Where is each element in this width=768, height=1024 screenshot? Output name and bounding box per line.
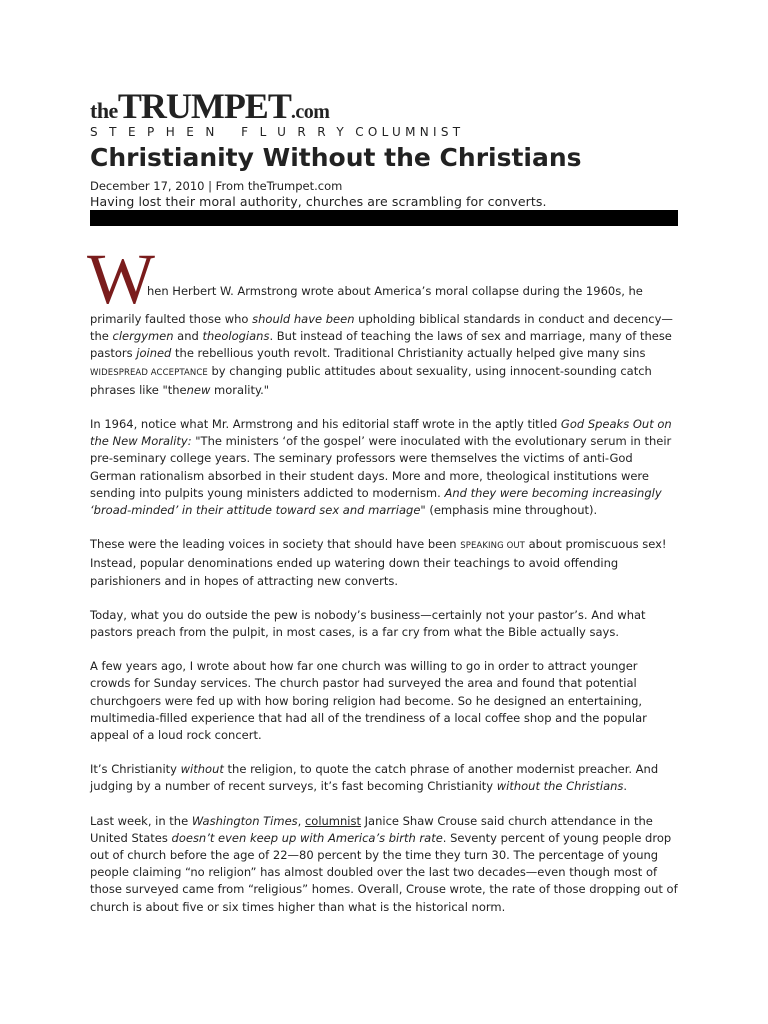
text: In 1964, notice what Mr. Armstrong and his editorial staff wrote in the aptly titled [90, 417, 561, 432]
paragraph-2 [90, 416, 680, 519]
text: It’s Christianity [90, 762, 181, 777]
first-line-text: hen Herbert W. Armstrong wrote about America’s moral collapse during the 1960s, he [147, 284, 643, 298]
text: morality." [210, 382, 270, 397]
paragraph-5: A few years ago, I wrote about how far one church was willing to go in order to attract younger crowds for Sunday services. The church pastor had surveyed the area and found that potential churchgoers were fed up with how boring religion had become. So he designed an entertaining, multimedia-filled experience that had all of the trendiness of a local coffee shop and the popular appeal of a loud rock concert. [90, 659, 647, 743]
text: . Seventy percent of young people drop out of church before the age of 22—80 percent by the time they turn 30. The percentage of young people claiming “no religion” has almost doubled over the last two decades—even though most of those surveyed came from “religious” homes. Overall, Crouse wrote, the rate of those dropping out of church is about five or six times higher than what is the historical norm. [90, 830, 678, 914]
paragraph-7 [90, 813, 680, 916]
text: upholding biblical standards in conduct and decency—the [90, 312, 673, 344]
small-caps-text: SPEAKING OUT [460, 541, 525, 552]
text: These were the leading voices in society that should have been [90, 537, 461, 552]
emphasis: without the Christians [496, 779, 624, 794]
paragraph-1 [90, 311, 680, 399]
header-divider-bar [90, 210, 678, 226]
small-caps-text: WIDESPREAD ACCEPTANCE [90, 367, 208, 378]
text: "The ministers ‘of the gospel’ were inoculated with the evolutionary serum in their pre-seminary college years. The seminary professors were themselves the victims of anti-God German rationalism absorbed in their student days. More and more, theological institutions were sending into pulpits young ministers addicted to modernism. [90, 434, 672, 500]
logo-the: the [90, 98, 118, 123]
logo-trumpet: TRUMPET [117, 86, 291, 126]
emphasis: clergymen [112, 329, 174, 344]
article-title: Christianity Without the Christians [90, 143, 582, 172]
site-logo[interactable] [90, 88, 329, 124]
book-title: God Speaks Out on the New Morality: [90, 417, 672, 449]
text: . [623, 779, 628, 794]
article-body [90, 311, 680, 933]
emphasis: new [186, 382, 211, 397]
author-byline [90, 125, 464, 139]
author-name[interactable]: STEPHEN FLURRY [90, 125, 356, 139]
text: the rebellious youth revolt. Traditional Christianity actually helped give many sins [171, 346, 646, 361]
publication-title: Washington Times [191, 813, 298, 828]
drop-cap: W [87, 239, 155, 319]
columnist-link[interactable]: columnist [304, 813, 361, 828]
text: , [297, 813, 305, 828]
text: the religion, to quote the catch phrase of another modernist preacher. And judging by a number of recent surveys, it’s fast becoming Christianity [90, 762, 659, 794]
emphasis: And they were becoming increasingly ‘broad-minded’ in their attitude toward sex and marriage [90, 485, 662, 518]
text: by changing public attitudes about sexuality, using innocent-sounding catch phrases like "the [90, 363, 652, 397]
text: Janice Shaw Crouse said church attendance in the United States [90, 813, 653, 845]
emphasis: joined [136, 346, 172, 361]
emphasis: without [180, 762, 224, 777]
text: . But instead of teaching the laws of sex and marriage, many of these pastors [90, 329, 672, 361]
emphasis: should have been [252, 312, 355, 326]
article-dateline: December 17, 2010 | From theTrumpet.com [90, 179, 343, 193]
text: Last week, in the [90, 813, 192, 828]
text: " (emphasis mine throughout). [420, 503, 598, 518]
paragraph-3 [90, 536, 680, 590]
text: about promiscuous sex! Instead, popular denominations ended up watering down their teachings to avoid offending parishioners and in hopes of attracting new converts. [90, 537, 667, 588]
paragraph-6 [90, 761, 680, 795]
article-dek: Having lost their moral authority, churches are scrambling for converts. [90, 194, 547, 209]
emphasis: doesn’t even keep up with America’s birth rate [171, 830, 443, 845]
author-role: COLUMNIST [355, 125, 465, 139]
logo-com: .com [290, 101, 330, 123]
text: primarily faulted those who [90, 312, 253, 326]
emphasis: theologians [202, 329, 270, 344]
text: and [173, 329, 203, 344]
paragraph-4: Today, what you do outside the pew is nobody’s business—certainly not your pastor’s. And what pastors preach from the pulpit, in most cases, is a far cry from what the Bible actually says. [90, 607, 646, 640]
